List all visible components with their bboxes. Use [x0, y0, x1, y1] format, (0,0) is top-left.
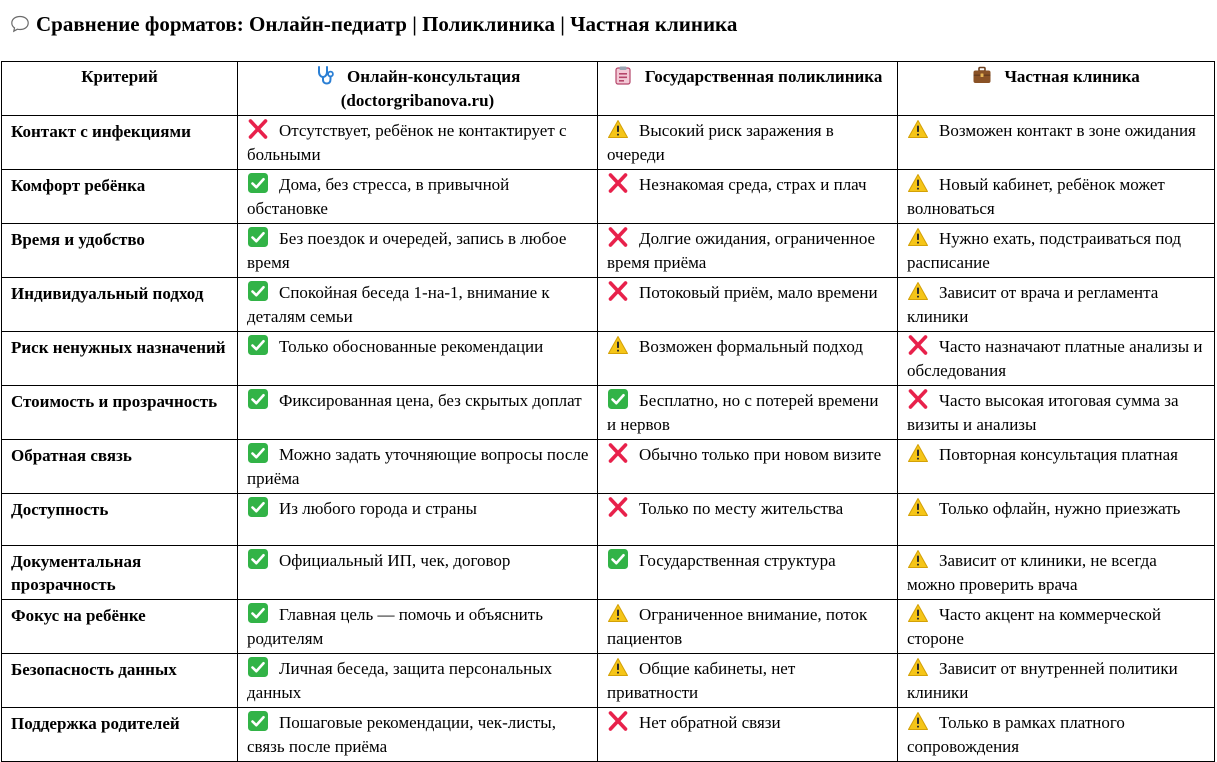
cross-icon — [607, 711, 629, 731]
header-private-clinic — [898, 62, 1215, 116]
criterion-cell: Фокус на ребёнке — [2, 600, 238, 654]
cell-text: Повторная консультация платная — [939, 445, 1178, 464]
cell-text: Высокий риск заражения в очереди — [607, 121, 834, 164]
check-icon — [247, 227, 269, 247]
warning-icon — [907, 711, 929, 731]
header-label: Онлайн-консультация (doctorgribanova.ru) — [340, 67, 521, 110]
cell-text: Ограниченное внимание, поток пациентов — [607, 605, 868, 648]
check-icon — [247, 389, 269, 409]
comparison-cell — [238, 546, 598, 600]
check-icon — [247, 603, 269, 623]
warning-icon — [907, 119, 929, 139]
comparison-cell — [598, 278, 898, 332]
comparison-cell — [238, 332, 598, 386]
comparison-cell — [898, 440, 1215, 494]
header-online — [238, 62, 598, 116]
speech-bubble-icon — [10, 14, 30, 34]
criterion-cell: Безопасность данных — [2, 654, 238, 708]
table-row — [2, 116, 1215, 170]
comparison-cell — [898, 278, 1215, 332]
warning-icon — [607, 657, 629, 677]
check-icon — [247, 443, 269, 463]
cell-text: Часто высокая итоговая сумма за визиты и анализы — [907, 391, 1179, 434]
comparison-cell — [898, 708, 1215, 762]
criterion-cell: Контакт с инфекциями — [2, 116, 238, 170]
warning-icon — [907, 549, 929, 569]
cell-text: Можно задать уточняющие вопросы после приёма — [247, 445, 589, 488]
cell-text: Личная беседа, защита персональных данных — [247, 659, 553, 702]
cross-icon — [247, 119, 269, 139]
criterion-cell: Индивидуальный подход — [2, 278, 238, 332]
criterion-cell: Риск ненужных назначений — [2, 332, 238, 386]
comparison-cell — [898, 386, 1215, 440]
comparison-cell — [598, 170, 898, 224]
cell-text: Потоковый приём, мало времени — [639, 283, 878, 302]
warning-icon — [907, 227, 929, 247]
check-icon — [607, 389, 629, 409]
cross-icon — [607, 443, 629, 463]
comparison-cell — [598, 440, 898, 494]
cross-icon — [607, 497, 629, 517]
criterion-cell: Время и удобство — [2, 224, 238, 278]
header-label: Частная клиника — [1004, 67, 1140, 86]
cell-text: Только офлайн, нужно приезжать — [939, 499, 1181, 518]
comparison-cell — [598, 654, 898, 708]
table-header-row — [2, 62, 1215, 116]
cross-icon — [607, 173, 629, 193]
comparison-cell — [598, 546, 898, 600]
comparison-cell — [598, 708, 898, 762]
briefcase-icon — [972, 65, 992, 85]
comparison-cell — [598, 116, 898, 170]
cell-text: Долгие ожидания, ограниченное время приёма — [607, 229, 876, 272]
warning-icon — [907, 173, 929, 193]
warning-icon — [607, 603, 629, 623]
cell-text: Нужно ехать, подстраиваться под расписание — [907, 229, 1182, 272]
warning-icon — [607, 335, 629, 355]
comparison-cell — [238, 440, 598, 494]
header-label: Государственная поликлиника — [644, 67, 883, 86]
table-row — [2, 170, 1215, 224]
table-row — [2, 546, 1215, 600]
warning-icon — [907, 497, 929, 517]
cell-text: Из любого города и страны — [279, 499, 477, 518]
cell-text: Часто назначают платные анализы и обследования — [907, 337, 1203, 380]
comparison-cell — [898, 600, 1215, 654]
check-icon — [247, 549, 269, 569]
table-row — [2, 440, 1215, 494]
cell-text: Бесплатно, но с потерей времени и нервов — [607, 391, 879, 434]
stethoscope-icon — [315, 65, 335, 85]
comparison-cell — [598, 600, 898, 654]
cell-text: Общие кабинеты, нет приватности — [607, 659, 796, 702]
cell-text: Нет обратной связи — [639, 713, 781, 732]
cell-text: Часто акцент на коммерческой стороне — [907, 605, 1161, 648]
cell-text: Незнакомая среда, страх и плач — [639, 175, 867, 194]
comparison-cell — [898, 654, 1215, 708]
warning-icon — [907, 443, 929, 463]
table-row — [2, 278, 1215, 332]
cross-icon — [607, 227, 629, 247]
clipboard-icon — [613, 65, 633, 85]
table-row — [2, 332, 1215, 386]
cell-text: Фиксированная цена, без скрытых доплат — [279, 391, 582, 410]
table-row — [2, 386, 1215, 440]
comparison-cell — [238, 600, 598, 654]
comparison-cell — [238, 278, 598, 332]
cell-text: Спокойная беседа 1-на-1, внимание к деталям семьи — [247, 283, 550, 326]
comparison-cell — [898, 546, 1215, 600]
warning-icon — [907, 657, 929, 677]
comparison-cell — [238, 708, 598, 762]
comparison-cell — [898, 224, 1215, 278]
criterion-cell: Документальная прозрачность — [2, 546, 238, 600]
page-title — [10, 10, 737, 38]
comparison-cell — [598, 386, 898, 440]
warning-icon — [607, 119, 629, 139]
cell-text: Зависит от врача и регламента клиники — [907, 283, 1159, 326]
cell-text: Возможен контакт в зоне ожидания — [939, 121, 1196, 140]
comparison-cell — [598, 224, 898, 278]
comparison-cell — [898, 170, 1215, 224]
cell-text: Только по месту жительства — [639, 499, 844, 518]
comparison-cell — [898, 332, 1215, 386]
comparison-cell — [898, 494, 1215, 546]
check-icon — [247, 335, 269, 355]
comparison-cell — [898, 116, 1215, 170]
criterion-cell: Доступность — [2, 494, 238, 546]
check-icon — [247, 711, 269, 731]
criterion-cell: Обратная связь — [2, 440, 238, 494]
comparison-cell — [238, 170, 598, 224]
criterion-cell: Комфорт ребёнка — [2, 170, 238, 224]
check-icon — [607, 549, 629, 569]
table-row — [2, 708, 1215, 762]
header-label: Критерий — [81, 67, 158, 86]
cross-icon — [907, 389, 929, 409]
check-icon — [247, 497, 269, 517]
comparison-cell — [238, 654, 598, 708]
table-row — [2, 494, 1215, 546]
table-row — [2, 224, 1215, 278]
cell-text: Государственная структура — [639, 551, 836, 570]
cell-text: Без поездок и очередей, запись в любое время — [247, 229, 567, 272]
cell-text: Возможен формальный подход — [639, 337, 864, 356]
warning-icon — [907, 281, 929, 301]
comparison-cell — [238, 494, 598, 546]
check-icon — [247, 281, 269, 301]
comparison-cell — [238, 224, 598, 278]
table-row — [2, 600, 1215, 654]
table-body — [2, 116, 1215, 762]
cell-text: Зависит от внутренней политики клиники — [907, 659, 1178, 702]
cell-text: Официальный ИП, чек, договор — [279, 551, 511, 570]
table-row — [2, 654, 1215, 708]
cell-text: Новый кабинет, ребёнок может волноваться — [907, 175, 1165, 218]
cell-text: Дома, без стресса, в привычной обстановке — [247, 175, 510, 218]
check-icon — [247, 657, 269, 677]
criterion-cell: Поддержка родителей — [2, 708, 238, 762]
cell-text: Только обоснованные рекомендации — [279, 337, 544, 356]
cell-text: Отсутствует, ребёнок не контактирует с больными — [247, 121, 567, 164]
cell-text: Только в рамках платного сопровождения — [907, 713, 1125, 756]
comparison-cell — [238, 116, 598, 170]
cross-icon — [907, 335, 929, 355]
header-criterion — [2, 62, 238, 116]
cell-text: Пошаговые рекомендации, чек-листы, связь после приёма — [247, 713, 556, 756]
cell-text: Обычно только при новом визите — [639, 445, 882, 464]
comparison-cell — [238, 386, 598, 440]
comparison-cell — [598, 494, 898, 546]
cross-icon — [607, 281, 629, 301]
check-icon — [247, 173, 269, 193]
header-state-clinic — [598, 62, 898, 116]
cell-text: Главная цель — помочь и объяснить родителям — [247, 605, 543, 648]
comparison-table — [1, 61, 1215, 762]
page-title-text: Сравнение форматов: Онлайн-педиатр | Поликлиника | Частная клиника — [36, 12, 738, 36]
criterion-cell: Стоимость и прозрачность — [2, 386, 238, 440]
cell-text: Зависит от клиники, не всегда можно проверить врача — [907, 551, 1157, 594]
comparison-cell — [598, 332, 898, 386]
warning-icon — [907, 603, 929, 623]
